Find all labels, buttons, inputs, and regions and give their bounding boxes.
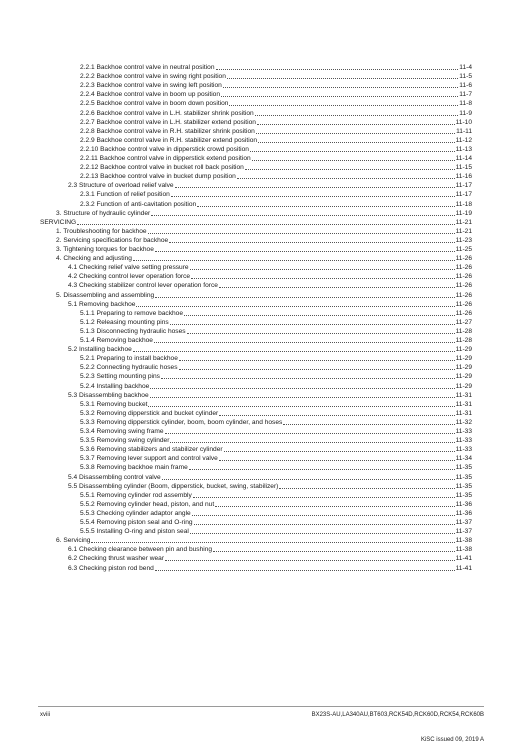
- toc-entry-title: 2.2.7 Backhoe control valve in L.H. stabilizer extend position: [80, 118, 256, 126]
- toc-entry-page: 11-36: [455, 500, 472, 508]
- toc-entry: [80, 363, 472, 372]
- toc-entry-title: 6.3 Checking piston rod bend: [68, 564, 154, 572]
- toc-entry-page: 11-12: [455, 136, 472, 144]
- toc-entry-title: 2.2.13 Backhoe control valve in bucket dump position: [80, 173, 236, 181]
- toc-entry-title: 2.3.1 Function of relief position: [80, 191, 170, 199]
- toc-leader-dots: [219, 409, 454, 416]
- toc-entry-title: 5.1.4 Removing backhoe: [80, 337, 153, 344]
- toc-entry-title: 2.2.4 Backhoe control valve in boom up position: [80, 91, 221, 99]
- toc-leader-dots: [215, 500, 454, 507]
- toc-entry: [80, 382, 472, 391]
- toc-entry-title: 5.2.3 Setting mounting pins: [80, 373, 160, 381]
- toc-entry-page: 11-21: [455, 227, 472, 235]
- toc-entry-title: 4.3 Checking stabilizer control lever operation force: [68, 282, 218, 290]
- toc-entry-page: 11-38: [455, 546, 472, 554]
- toc-entry-page: 11-35: [455, 491, 472, 499]
- toc-entry-page: 11-7: [459, 91, 472, 99]
- toc-entry-title: 5.3.1 Removing bucket: [80, 400, 148, 408]
- toc-entry: [80, 127, 472, 136]
- toc-entry-page: 11-17: [455, 191, 472, 199]
- toc-entry: [80, 463, 472, 472]
- toc-entry: [68, 300, 472, 309]
- toc-leader-dots: [229, 99, 458, 106]
- toc-leader-dots: [91, 536, 454, 543]
- toc-entry-page: 11-34: [455, 455, 472, 463]
- toc-entry-title: 4.2 Checking control lever operation force: [68, 273, 191, 281]
- toc-entry: [80, 436, 472, 445]
- toc-entry: [80, 445, 472, 454]
- toc-entry-page: 11-26: [455, 291, 472, 299]
- toc-leader-dots: [165, 554, 455, 561]
- toc-entry: [80, 454, 472, 463]
- toc-entry-title: 2.2.9 Backhoe control valve in R.H. stabilizer extend position: [80, 136, 258, 144]
- toc-entry-page: 11-25: [455, 246, 472, 253]
- toc-leader-dots: [227, 72, 458, 79]
- toc-entry-page: 11-17: [455, 182, 472, 190]
- toc-entry-page: 11-26: [455, 273, 472, 281]
- toc-entry: [80, 509, 472, 518]
- toc-entry-page: 11-18: [455, 200, 472, 208]
- toc-entry-page: 11-4: [459, 64, 472, 71]
- toc-entry-title: 2.2.8 Backhoe control valve in R.H. stabilizer shrink position: [80, 127, 255, 135]
- toc-entry: [80, 400, 472, 409]
- toc-entry: [56, 209, 472, 218]
- toc-entry-page: 11-26: [455, 282, 472, 290]
- toc-entry-title: 2.2.2 Backhoe control valve in swing right position: [80, 73, 226, 81]
- toc-entry-title: 5. Disassembling and assembling: [56, 291, 155, 299]
- toc-entry-title: 6.1 Checking clearance between pin and bushing: [68, 546, 213, 554]
- toc-entry: [80, 136, 472, 145]
- toc-entry-page: 11-33: [455, 446, 472, 454]
- toc-leader-dots: [148, 227, 455, 234]
- toc-leader-dots: [189, 463, 455, 470]
- toc-entry-title: SERVICING: [40, 218, 77, 226]
- toc-leader-dots: [77, 218, 454, 225]
- toc-entry-page: 11-14: [455, 155, 472, 162]
- toc-leader-dots: [161, 372, 455, 379]
- toc-entry-page: 11-32: [455, 418, 472, 426]
- toc-leader-dots: [252, 154, 455, 161]
- toc-entry-title: 5.3.5 Removing swing cylinder: [80, 437, 170, 445]
- toc-entry: [80, 327, 472, 336]
- toc-entry-title: 5.3.2 Removing dipperstick and bucket cylinder: [80, 409, 219, 417]
- toc-leader-dots: [148, 400, 454, 407]
- toc-entry-title: 5.3.7 Removing lever support and control valve: [80, 455, 218, 463]
- toc-entry-page: 11-23: [455, 236, 472, 244]
- toc-leader-dots: [150, 391, 455, 398]
- toc-entry: [56, 227, 472, 236]
- toc-entry: [68, 391, 472, 400]
- toc-leader-dots: [257, 118, 455, 125]
- toc-entry: [68, 554, 472, 563]
- toc-entry-page: 11-11: [456, 127, 472, 135]
- toc-entry-page: 11-29: [455, 373, 472, 381]
- toc-entry: [80, 418, 472, 427]
- toc-entry-title: 5.2.2 Connecting hydraulic hoses: [80, 364, 178, 372]
- toc-entry: [80, 518, 472, 527]
- toc-entry: [40, 218, 472, 227]
- toc-leader-dots: [170, 436, 454, 443]
- toc-entry-page: 11-41: [455, 564, 472, 572]
- toc-entry-title: 3. Tightening torques for backhoe: [56, 246, 154, 253]
- toc-entry-page: 11-35: [455, 464, 472, 472]
- toc-leader-dots: [154, 336, 455, 343]
- toc-entry: [80, 354, 472, 363]
- footer-divider: [38, 706, 484, 707]
- toc-entry-title: 4. Checking and adjusting: [56, 255, 132, 263]
- toc-entry-page: 11-41: [455, 555, 472, 563]
- toc-entry: [80, 118, 472, 127]
- toc-entry: [56, 536, 472, 545]
- toc-entry: [80, 145, 472, 154]
- footer-model-list: BX23S-AU,LA340AU,BT603,RCK54D,RCK60D,RCK54,RCK60B: [311, 712, 484, 718]
- toc-entry: [80, 90, 472, 99]
- toc-leader-dots: [279, 482, 454, 489]
- toc-entry-page: 11-28: [455, 327, 472, 335]
- toc-entry: [68, 272, 472, 281]
- toc-entry-title: 5.5.3 Checking cylinder adaptor angle: [80, 509, 191, 517]
- toc-entry: [80, 154, 472, 163]
- toc-entry-title: 2.2.1 Backhoe control valve in neutral position: [80, 64, 215, 71]
- footer-page-number: xviii: [40, 712, 50, 718]
- toc-entry-title: 5.5.2 Removing cylinder head, piston, and nut: [80, 500, 215, 508]
- toc-entry: [68, 473, 472, 482]
- toc-entry-title: 3. Structure of hydraulic cylinder: [56, 209, 151, 217]
- toc-leader-dots: [237, 172, 455, 179]
- toc-entry-title: 2.3.2 Function of anti-cavitation position: [80, 200, 197, 208]
- toc-leader-dots: [256, 127, 455, 134]
- toc-entry-title: 5.3.6 Removing stabilizers and stabilizer cylinder: [80, 446, 223, 454]
- toc-entry-page: 11-19: [455, 209, 472, 217]
- toc-entry: [68, 564, 472, 573]
- toc-entry: [80, 63, 472, 72]
- toc-entry: [80, 72, 472, 81]
- toc-entry: [56, 254, 472, 263]
- toc-leader-dots: [151, 209, 454, 216]
- toc-entry-title: 4.1 Checking relief valve setting pressure: [68, 264, 189, 272]
- toc-entry-title: 5.1.1 Preparing to remove backhoe: [80, 309, 183, 317]
- toc-entry: [80, 500, 472, 509]
- toc-entry-page: 11-10: [455, 118, 472, 126]
- toc-leader-dots: [155, 245, 455, 252]
- toc-entry-title: 2.2.6 Backhoe control valve in L.H. stabilizer shrink position: [80, 109, 254, 117]
- toc-leader-dots: [171, 190, 455, 197]
- toc-leader-dots: [223, 81, 458, 88]
- toc-entry-title: 5.3.8 Removing backhoe main frame: [80, 464, 188, 472]
- toc-entry-title: 2.2.11 Backhoe control valve in dipperstick extend position: [80, 155, 251, 162]
- toc-entry-page: 11-29: [455, 382, 472, 390]
- toc-entry-page: 11-9: [459, 109, 472, 117]
- toc-entry-page: 11-37: [455, 519, 472, 526]
- toc-entry-title: 5.4 Disassembling control valve: [68, 473, 161, 481]
- toc-entry-page: 11-37: [455, 528, 472, 536]
- toc-entry: [80, 190, 472, 199]
- toc-entry-page: 11-26: [455, 309, 472, 317]
- toc-entry: [80, 372, 472, 381]
- toc-entry: [68, 181, 472, 190]
- toc-leader-dots: [175, 181, 455, 188]
- toc-leader-dots: [255, 109, 459, 116]
- toc-entry-page: 11-29: [455, 364, 472, 372]
- toc-leader-dots: [165, 427, 455, 434]
- toc-entry-title: 2.2.12 Backhoe control valve in bucket roll back position: [80, 164, 244, 172]
- toc-leader-dots: [250, 145, 455, 152]
- toc-leader-dots: [213, 545, 455, 552]
- toc-entry: [80, 309, 472, 318]
- toc-leader-dots: [162, 473, 455, 480]
- toc-entry: [80, 336, 472, 345]
- toc-entry-page: 11-28: [455, 337, 472, 344]
- footer-issue-date: KiSC issued 09, 2019 A: [420, 737, 484, 743]
- toc-leader-dots: [197, 200, 454, 207]
- toc-leader-dots: [150, 382, 454, 389]
- toc-leader-dots: [245, 163, 455, 170]
- toc-entry-title: 5.1 Removing backhoe: [68, 300, 136, 308]
- toc-leader-dots: [169, 236, 454, 243]
- toc-entry: [56, 291, 472, 300]
- toc-entry-page: 11-33: [455, 428, 472, 435]
- toc-entry-page: 11-6: [459, 82, 472, 90]
- toc-leader-dots: [187, 327, 455, 334]
- toc-leader-dots: [224, 445, 455, 452]
- toc-entry-title: 2.2.5 Backhoe control valve in boom down position: [80, 100, 229, 108]
- toc-entry-page: 11-13: [455, 145, 472, 153]
- toc-leader-dots: [133, 254, 455, 261]
- toc-entry-title: 2. Servicing specifications for backhoe: [56, 236, 169, 244]
- toc-leader-dots: [155, 291, 454, 298]
- toc-entry-page: 11-29: [455, 346, 472, 354]
- toc-entry-title: 5.2.1 Preparing to install backhoe: [80, 355, 178, 363]
- toc-entry: [80, 200, 472, 209]
- toc-entry-page: 11-31: [455, 400, 472, 408]
- toc-entry-page: 11-35: [455, 473, 472, 481]
- toc-leader-dots: [179, 354, 455, 361]
- toc-entry: [68, 263, 472, 272]
- toc-entry-page: 11-38: [455, 537, 472, 545]
- toc-entry-title: 2.2.3 Backhoe control valve in swing left position: [80, 82, 222, 90]
- toc-entry-title: 6. Servicing: [56, 537, 91, 545]
- toc-entry: [80, 527, 472, 536]
- toc-entry-title: 5.5.4 Removing piston seal and O-ring: [80, 519, 193, 526]
- toc-leader-dots: [283, 418, 454, 425]
- toc-leader-dots: [258, 136, 455, 143]
- toc-entry-page: 11-36: [455, 509, 472, 517]
- toc-entry: [80, 99, 472, 108]
- toc-leader-dots: [192, 509, 455, 516]
- toc-leader-dots: [184, 309, 455, 316]
- toc-entry-page: 11-33: [455, 437, 472, 445]
- toc-entry-title: 5.3.3 Removing dipperstick cylinder, boom, boom cylinder, and hoses: [80, 418, 283, 426]
- toc-entry-title: 5.5 Disassembling cylinder (Boom, dipperstick, bucket, swing, stabilizer): [68, 482, 279, 490]
- toc-leader-dots: [155, 564, 455, 571]
- toc-leader-dots: [219, 454, 455, 461]
- toc-entry: [80, 81, 472, 90]
- toc-entry-title: 5.3.4 Removing swing frame: [80, 428, 164, 435]
- toc-entry: [80, 427, 472, 436]
- toc-entry-title: 5.3 Disassembling backhoe: [68, 391, 149, 399]
- toc-entry-page: 11-15: [455, 164, 472, 172]
- toc-entry: [68, 545, 472, 554]
- toc-entry-title: 1. Troubleshooting for backhoe: [56, 227, 147, 235]
- toc-entry: [80, 172, 472, 181]
- toc-entry-page: 11-26: [455, 264, 472, 272]
- toc-entry-page: 11-8: [459, 100, 472, 108]
- toc-entry-title: 5.1.3 Disconnecting hydraulic hoses: [80, 327, 186, 335]
- toc-entry: [80, 318, 472, 327]
- toc-entry: [80, 409, 472, 418]
- toc-leader-dots: [191, 272, 455, 279]
- toc-entry: [68, 345, 472, 354]
- toc-entry-title: 5.2.4 Installing backhoe: [80, 382, 150, 390]
- toc-entry: [80, 491, 472, 500]
- toc-entry-title: 5.5.1 Removing cylinder rod assembly: [80, 491, 192, 499]
- toc-leader-dots: [170, 318, 455, 325]
- toc-entry-title: 5.1.2 Releasing mounting pins: [80, 318, 169, 326]
- toc-entry-title: 6.2 Checking thrust washer wear: [68, 555, 165, 563]
- toc-leader-dots: [190, 263, 455, 270]
- toc-entry: [68, 482, 472, 491]
- toc-entry-page: 11-35: [455, 482, 472, 490]
- toc-entry-page: 11-27: [455, 318, 472, 326]
- toc-entry-title: 2.3 Structure of overload relief valve: [68, 182, 174, 190]
- toc-leader-dots: [221, 90, 458, 97]
- toc-entry-page: 11-21: [455, 218, 472, 226]
- toc-entry: [80, 163, 472, 172]
- toc-entry-page: 11-29: [455, 355, 472, 363]
- toc-leader-dots: [216, 63, 459, 70]
- toc-entry-page: 11-26: [455, 300, 472, 308]
- toc-leader-dots: [136, 300, 454, 307]
- toc-entry: [56, 245, 472, 254]
- toc-leader-dots: [219, 281, 455, 288]
- toc-leader-dots: [193, 491, 455, 498]
- toc-entry: [56, 236, 472, 245]
- toc-entry: [68, 281, 472, 290]
- toc-entry-title: 5.2 Installing backhoe: [68, 346, 132, 354]
- toc-entry-title: 2.2.10 Backhoe control valve in dipperstick crowd position: [80, 145, 249, 153]
- toc-leader-dots: [133, 345, 455, 352]
- toc-leader-dots: [179, 363, 455, 370]
- toc-entry-page: 11-31: [455, 409, 472, 417]
- toc-entry-page: 11-16: [455, 173, 472, 181]
- toc-entry: [80, 109, 472, 118]
- toc-entry-page: 11-26: [455, 255, 472, 263]
- toc-entry-title: 5.5.5 Installing O-ring and piston seal: [80, 528, 189, 536]
- toc-leader-dots: [190, 527, 455, 534]
- toc-leader-dots: [194, 518, 455, 525]
- toc-entry-page: 11-31: [455, 391, 472, 399]
- toc-entry-page: 11-5: [459, 73, 472, 81]
